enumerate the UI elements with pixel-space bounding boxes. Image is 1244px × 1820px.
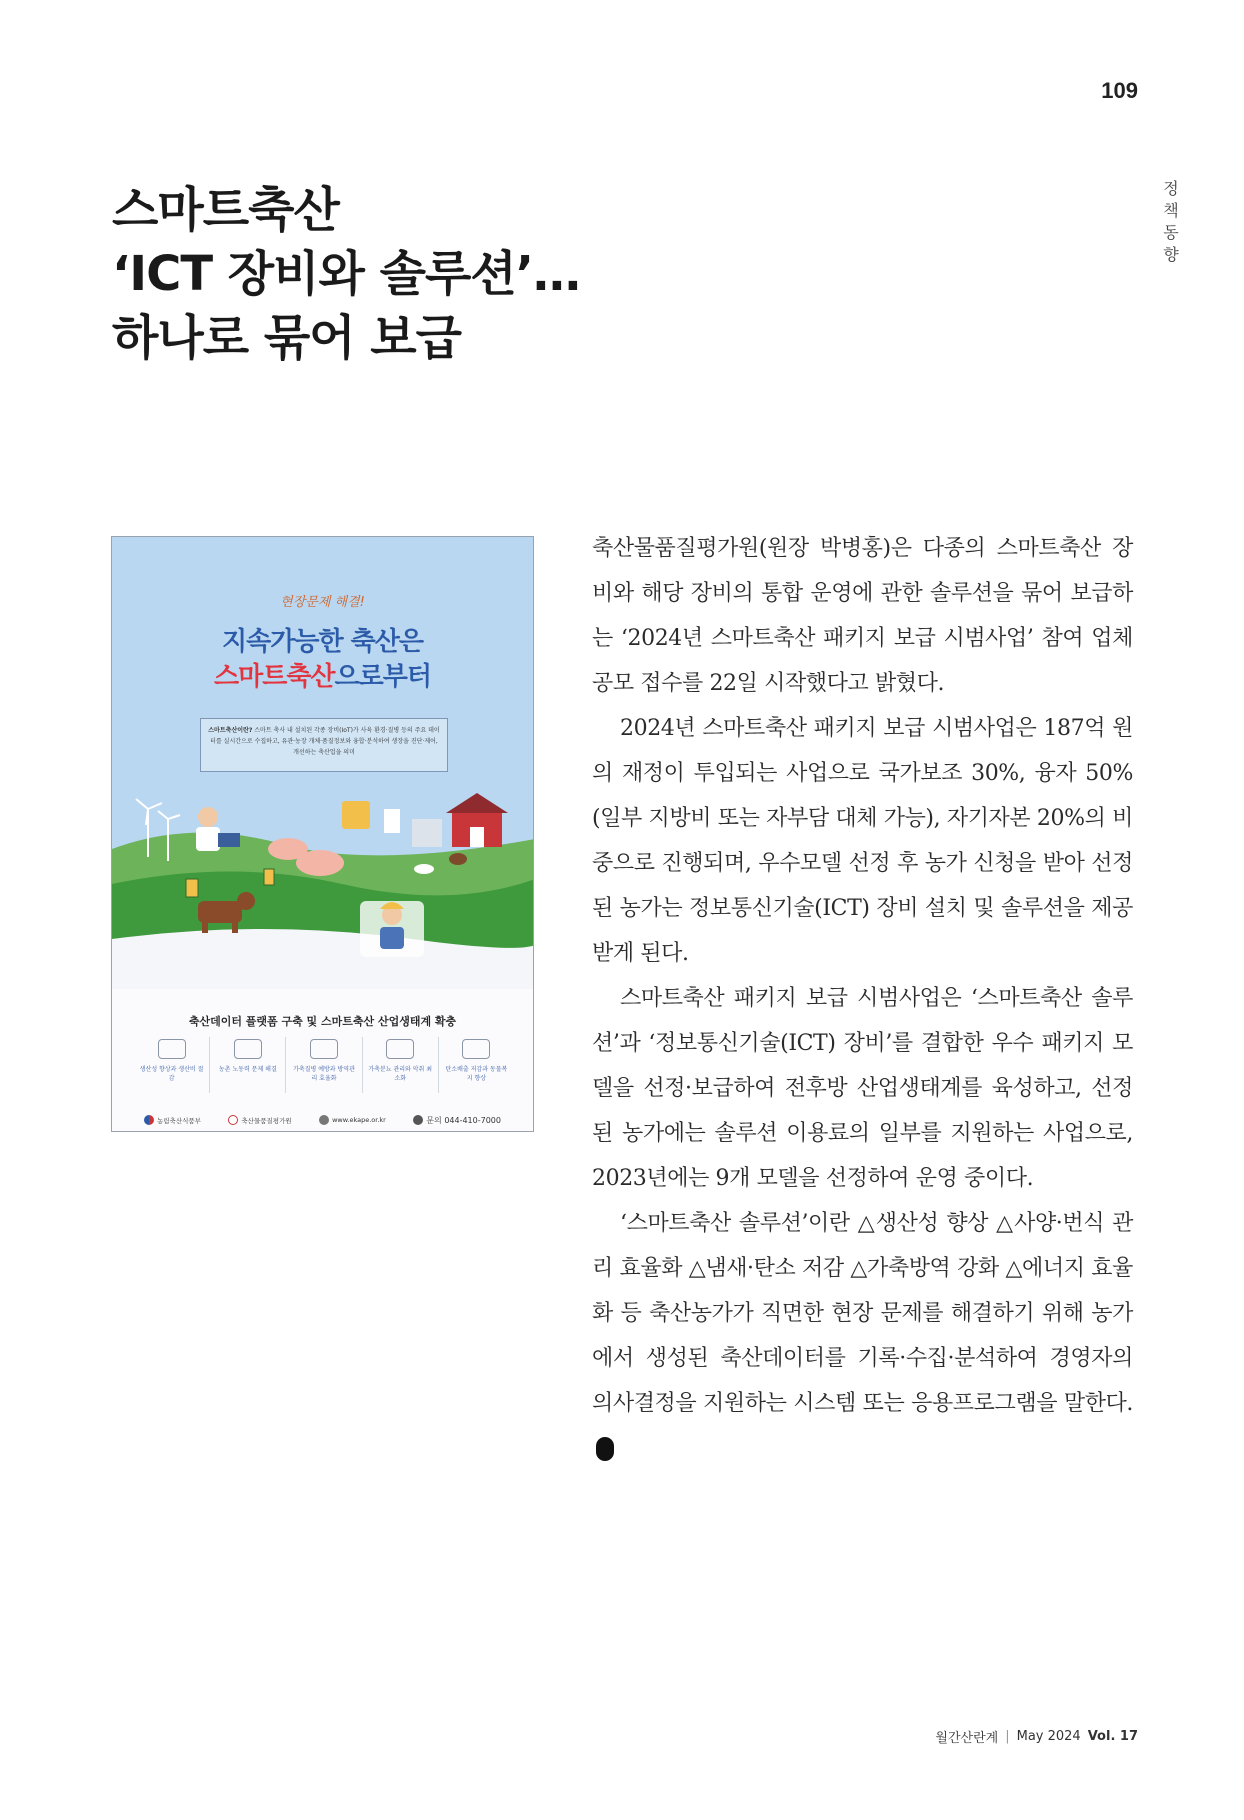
poster-title-rest: 으로부터 (334, 662, 432, 692)
issue-volume: Vol. 17 (1087, 1729, 1138, 1744)
page-number: 109 (1101, 78, 1138, 103)
end-mark-icon: 축 (596, 1437, 614, 1461)
footer-divider: | (1005, 1729, 1010, 1744)
disease-prevention-icon (310, 1039, 338, 1059)
benefit-item (363, 1037, 439, 1093)
article-paragraph-last (592, 1201, 1133, 1471)
poster-footer (112, 1107, 533, 1132)
article-paragraph: ‘스마트축산 솔루션’이란 △생산성 향상 △사양·번식 관리 효율화 △냄새·탄소 저감 △가축방역 강화 △에너지 효율화 등 축산농가가 직면한 현장 문제를 해결하기 위해 농가에서 생성된 축산데이터를 기록·수집·분석하여 경영자의 의사결정을 지원하는 시스템 또는 응용프로그램을 말한다. (592, 1211, 1133, 1416)
government-emblem-icon (144, 1115, 154, 1125)
benefit-label: 생산성 향상과 생산비 절감 (139, 1066, 204, 1082)
headline-line-3: 하나로 묶어 보급 (112, 310, 461, 366)
poster-title-line-2 (112, 656, 533, 693)
poster-desc-heading: 스마트축산이란? (208, 727, 253, 734)
poster-platform-heading: 축산데이터 플랫폼 구축 및 스마트축산 산업생태계 확충 (188, 1015, 457, 1028)
globe-icon (319, 1115, 329, 1125)
farm-illustration (112, 789, 534, 989)
benefit-label: 탄소배출 저감과 동물복지 향상 (445, 1066, 508, 1082)
manure-icon (386, 1039, 414, 1059)
headline-line-1: 스마트축산 (112, 182, 339, 238)
section-label: 정책 동향 (1163, 179, 1179, 264)
poster-title-accent: 스마트축산 (213, 662, 335, 692)
article-paragraph: 2024년 스마트축산 패키지 보급 시범사업은 187억 원의 재정이 투입되는 사업으로 국가보조 30%, 융자 50%(일부 지방비 또는 자부담 대체 가능), 자기자본 20%의 비중으로 진행되며, 우수모델 선정 후 농가 신청을 받아 선정된 농가는 정보통신기술(ICT) 장비 설치 및 솔루션을 제공받게 된다. (592, 716, 1133, 966)
phone-icon (413, 1115, 423, 1125)
benefit-label: 가축분뇨 관리와 악취 최소화 (368, 1066, 433, 1082)
productivity-icon (158, 1039, 186, 1059)
poster-description-box (200, 718, 448, 772)
article-paragraph: 축산물품질평가원(원장 박병홍)은 다종의 스마트축산 장비와 해당 장비의 통합 운영에 관한 솔루션을 묶어 보급하는 ‘2024년 스마트축산 패키지 보급 시범사업’ 참여 업체 공모 접수를 22일 시작했다고 밝혔다. (592, 536, 1133, 696)
issue-date: May 2024 (1016, 1729, 1081, 1744)
benefit-item (210, 1037, 286, 1093)
carbon-icon (462, 1039, 490, 1059)
poster-phone: 문의 044-410-7000 (413, 1115, 501, 1126)
monitor-icon (234, 1039, 262, 1059)
article-paragraph: 스마트축산 패키지 보급 시범사업은 ‘스마트축산 솔루션’과 ‘정보통신기술(ICT) 장비’를 결합한 우수 패키지 모델을 선정·보급하여 전후방 산업생태계를 육성하고, 선정된 농가에는 솔루션 이용료의 일부를 지원하는 사업으로, 2023년에는 9개 모델을 선정하여 운영 중이다. (592, 986, 1133, 1191)
magazine-name: 월간산란계 (935, 1731, 999, 1746)
poster-website: www.ekape.or.kr (319, 1115, 386, 1125)
poster-image (111, 536, 534, 1132)
poster-org-2: 축산물품질평가원 (228, 1115, 291, 1125)
benefit-label: 가축질병 예방과 방역관리 효율화 (293, 1066, 355, 1082)
ekape-logo-icon (228, 1115, 238, 1125)
article-body (592, 526, 1133, 1471)
benefit-item (286, 1037, 362, 1093)
poster-lower-panel (112, 989, 533, 1132)
benefit-item (439, 1037, 514, 1093)
benefit-item (134, 1037, 210, 1093)
poster-title-line-1: 지속가능한 축산은 (222, 627, 423, 657)
headline (112, 178, 672, 370)
poster-org-1: 농림축산식품부 (144, 1115, 201, 1125)
poster-benefits (134, 1037, 514, 1093)
benefit-label: 농촌 노동력 문제 해결 (218, 1066, 277, 1073)
page-footer (935, 1727, 1138, 1746)
poster-tagline: 현장문제 해결! (280, 595, 365, 610)
headline-line-2: ‘ICT 장비와 솔루션’… (112, 246, 580, 302)
poster-desc-text: 스마트 축사 내 설치된 각종 장비(IoT)가 사육 환경·질병 등의 주요 데이터를 실시간으로 수집하고, 유관·농장 개체·품질정보와 융합·분석하여 생장을 진단·제어, 개선하는 축산업을 의미 (210, 727, 440, 756)
